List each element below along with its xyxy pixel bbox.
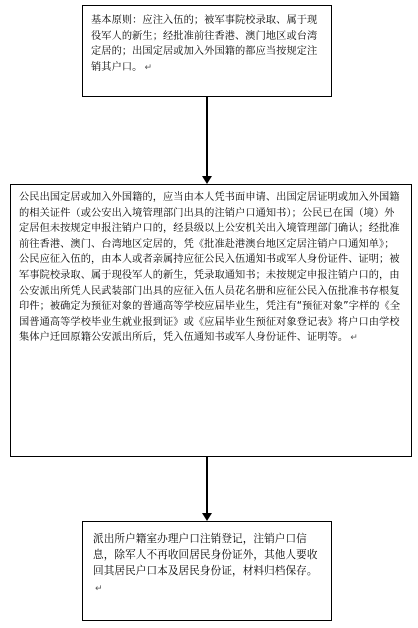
paragraph-mark: ↵ — [144, 62, 153, 73]
flow-step-basic-principle — [82, 5, 332, 97]
arrow-2-line — [206, 457, 208, 513]
paragraph-mark: ↵ — [95, 583, 103, 594]
step-text: 公民出国定居或加入外国籍的，应当由本人凭书面申请、出国定居证明或加入外国籍的相关证件（或公安出入境管理部门出具的注销户口通知书）；公民已在国（境）外定居但未按规定申报注销户口的，经县级以上公安机关出入境管理部门确认；经批准前往香港、澳门、台湾地区定居的，凭《批准赴港澳台地区定居注销户口通知单》；公民应征入伍的，由本人或者亲属持应征公民入伍通知书或军人身份证件、证明；被军事院校录取、属于现役军人的新生，凭录取通知书；未按规定申报注销户口的，由公安派出所凭人民武装部门出具的应征入伍人员花名册和应征公民入伍批准书存根复印件；被确定为预征对象的普通高等学校应届毕业生，凭注有“预征对象”字样的《全国普通高等学校毕业生就业报到证》或《应届毕业生预征对象登记表》将户口由学校集体户迁回原籍公安派出所后，凭入伍通知书或军人身份证件、证明等。 — [19, 192, 401, 344]
step-text: 派出所户籍室办理户口注销登记，注销户口信息，除军人不再收回居民身份证外，其他人要收回其居民户口本及居民身份证，材料归档保存。 — [93, 533, 318, 578]
arrow-2-head-icon — [202, 513, 212, 521]
step-text: 基本原则：应注入伍的；被军事院校录取、属于现役军人的新生；经批准前往香港、澳门地区或台湾定居的；出国定居或加入外国籍的都应当按规定注销其户口。 — [91, 15, 318, 73]
arrow-1-head-icon — [202, 176, 212, 184]
paragraph-mark: ↵ — [350, 333, 358, 344]
flow-step-application-materials — [10, 184, 412, 457]
arrow-1-line — [206, 97, 208, 176]
flow-step-police-station-registration — [82, 521, 332, 621]
